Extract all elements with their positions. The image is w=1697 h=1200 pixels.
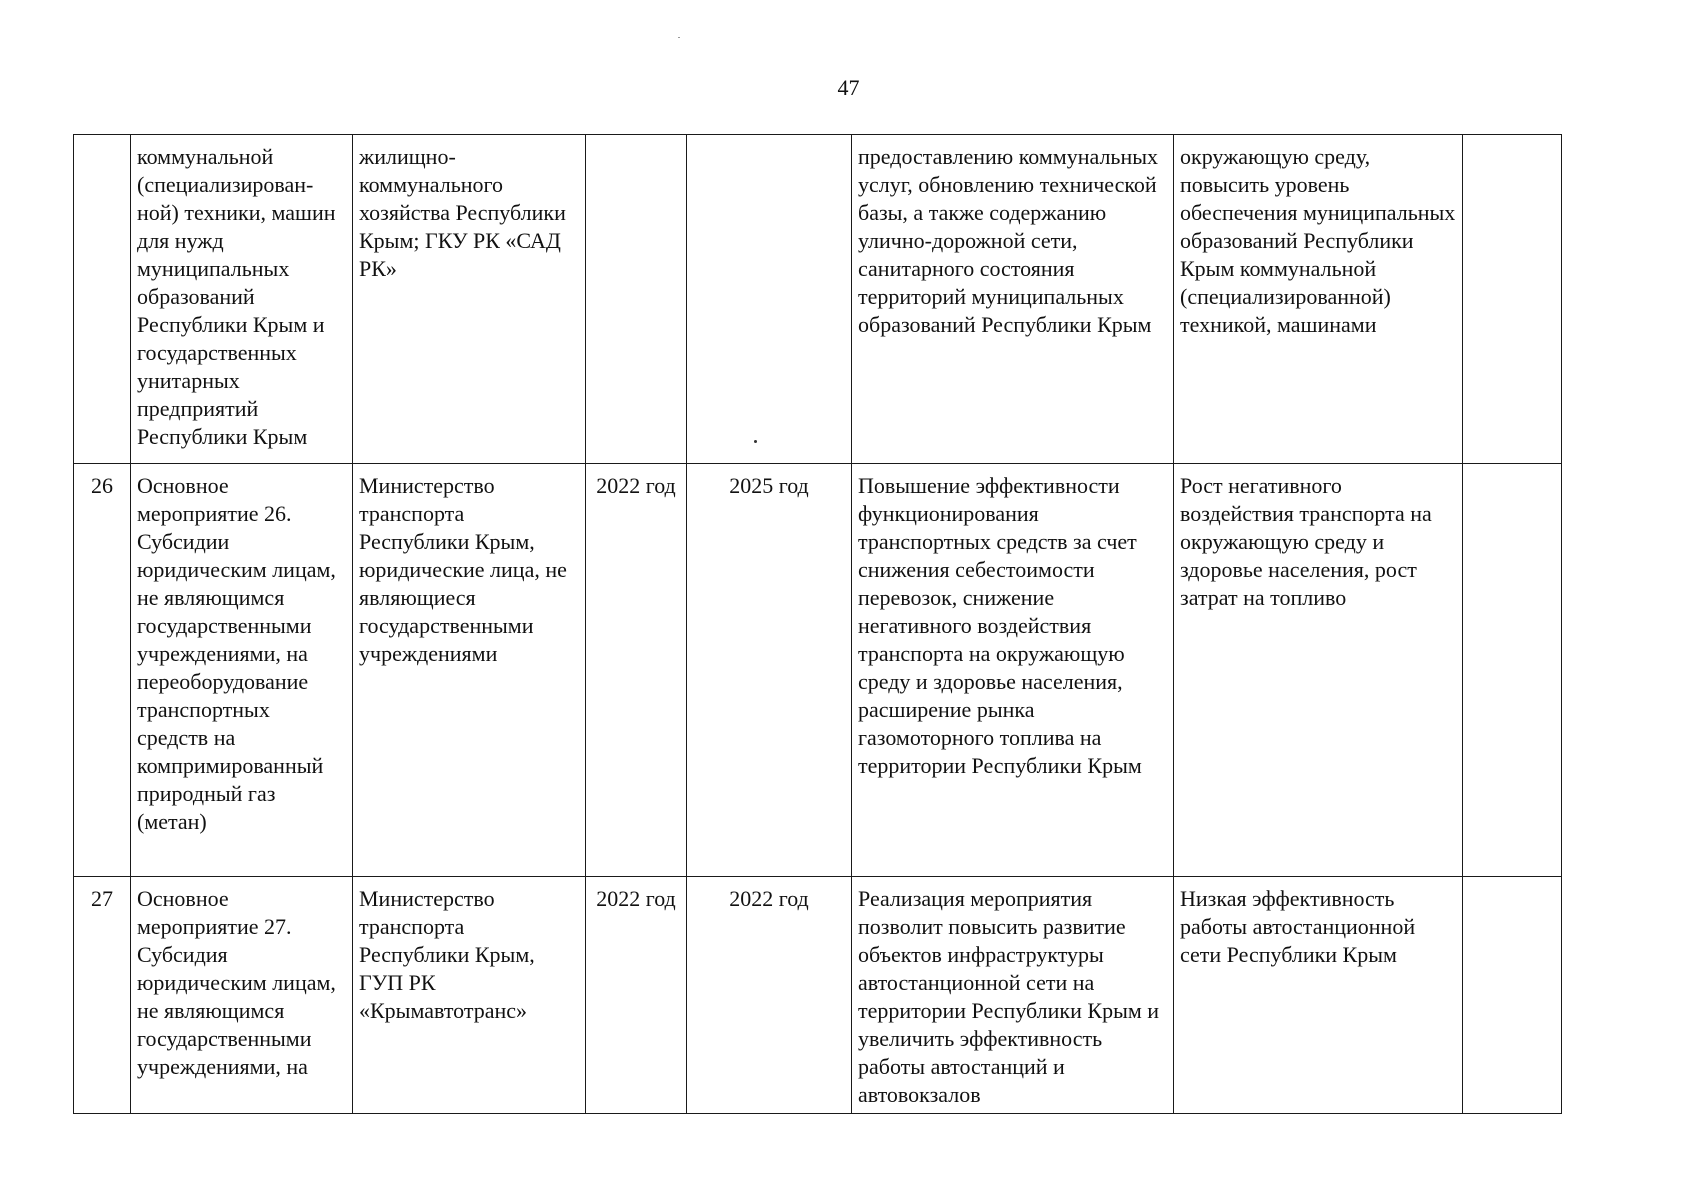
- activity-cell: коммунальной (специализирован-ной) техники, машин для нужд муниципальных образований Республики Крым и государственных унитарных предприятий Республики Крым: [131, 135, 353, 464]
- scan-dot: [754, 440, 757, 443]
- activity-cell: Основное мероприятие 26. Субсидии юридическим лицам, не являющимся государственными учреждениями, на переоборудование транспортных средств на компримированный природный газ (метан): [131, 464, 353, 877]
- note-cell: [1463, 464, 1562, 877]
- consequence-cell: Рост негативного воздействия транспорта на окружающую среду и здоровье населения, рост затрат на топливо: [1174, 464, 1463, 877]
- executor-cell: жилищно-коммунального хозяйства Республики Крым; ГКУ РК «САД РК»: [353, 135, 586, 464]
- note-cell: [1463, 135, 1562, 464]
- note-cell: [1463, 877, 1562, 1114]
- measures-table: [73, 134, 1562, 1114]
- page-number: 47: [837, 75, 860, 100]
- table-row: [74, 464, 1562, 877]
- row-number: [74, 135, 131, 464]
- expected-result-cell: Повышение эффективности функционирования транспортных средств за счет снижения себестоимости перевозок, снижение негативного воздействия транспорта на окружающую среду и здоровье населения, расширение рынка газомоторного топлива на территории Республики Крым: [852, 464, 1174, 877]
- consequence-cell: окружающую среду, повысить уровень обеспечения муниципальных образований Республики Крым коммунальной (специализированной) техникой, машинами: [1174, 135, 1463, 464]
- start-year-cell: 2022 год: [586, 464, 687, 877]
- executor-cell: Министерство транспорта Республики Крым, ГУП РК «Крымавтотранс»: [353, 877, 586, 1114]
- end-year-cell: [687, 135, 852, 464]
- table-row: [74, 877, 1562, 1114]
- executor-cell: Министерство транспорта Республики Крым, юридические лица, не являющиеся государственными учреждениями: [353, 464, 586, 877]
- start-year-cell: [586, 135, 687, 464]
- table-row: [74, 135, 1562, 464]
- activity-cell: Основное мероприятие 27. Субсидия юридическим лицам, не являющимся государственными учреждениями, на: [131, 877, 353, 1114]
- expected-result-cell: Реализация мероприятия позволит повысить развитие объектов инфраструктуры автостанционной сети на территории Республики Крым и увеличить эффективность работы автостанций и автовокзалов: [852, 877, 1174, 1114]
- end-year-cell: 2025 год: [687, 464, 852, 877]
- start-year-cell: 2022 год: [586, 877, 687, 1114]
- row-number: 26: [74, 464, 131, 877]
- consequence-cell: Низкая эффективность работы автостанционной сети Республики Крым: [1174, 877, 1463, 1114]
- end-year-cell: 2022 год: [687, 877, 852, 1114]
- row-number: 27: [74, 877, 131, 1114]
- scan-speck: [678, 37, 680, 38]
- expected-result-cell: предоставлению коммунальных услуг, обновлению технической базы, а также содержанию улично-дорожной сети, санитарного состояния территорий муниципальных образований Республики Крым: [852, 135, 1174, 464]
